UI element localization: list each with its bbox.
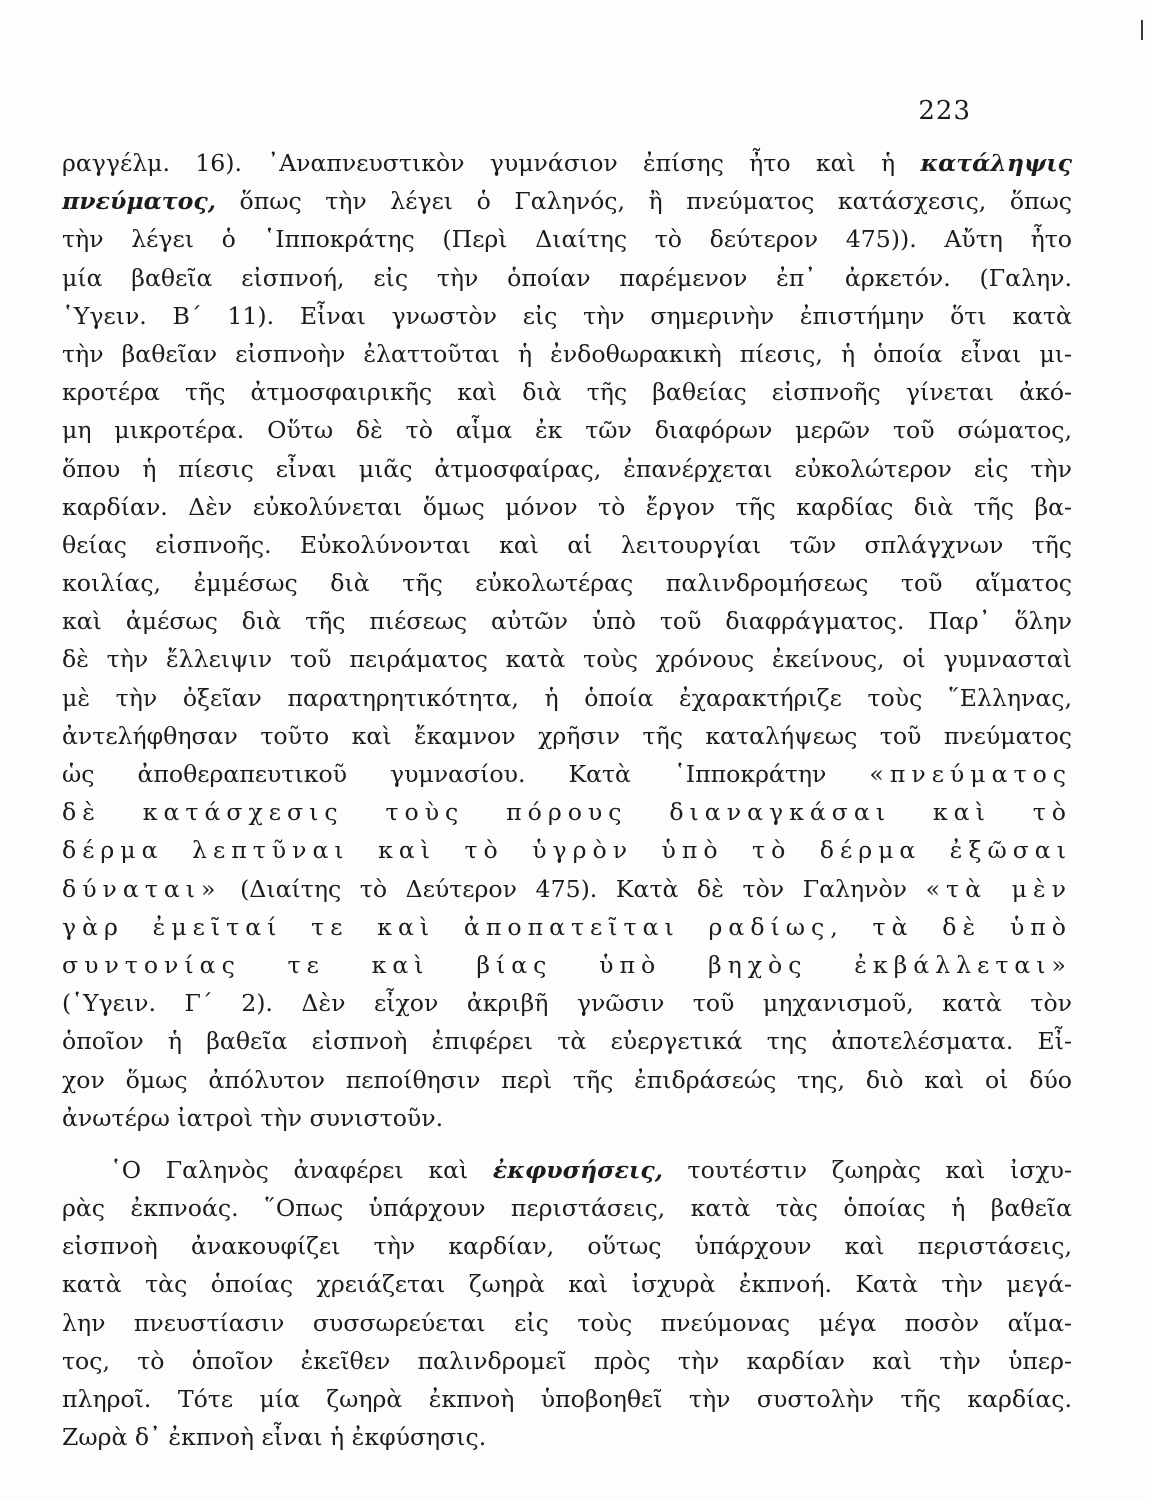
text-line: γὰρ ἐμεῖταί τε καὶ ἀποπατεῖται ραδίως, τὰ δὲ ὑπὸ [62, 912, 1072, 941]
text-line: δὲ τὴν ἔλλειψιν τοῦ πειράματος κατὰ τοὺς χρόνους ἐκείνους, οἱ γυμνασταὶ [62, 645, 1072, 674]
line-text: τουτέστιν ζωηρὰς καὶ ἰσχυ- [662, 1155, 1072, 1184]
text-line: κοιλίας, ἐμμέσως διὰ τῆς εὐκολωτέρας παλινδρομήσεως τοῦ αἵματος [62, 569, 1072, 598]
text-line: ῾Υγειν. Β΄ 11). Εἶναι γνωστὸν εἰς τὴν σημερινὴν ἐπιστήμην ὅτι κατὰ [62, 301, 1072, 330]
text-line: (῾Υγειν. Γ΄ 2). Δὲν εἶχον ἀκριβῆ γνῶσιν τοῦ μηχανισμοῦ, κατὰ τὸν [62, 989, 1072, 1018]
text-line: λην πνευστίασιν συσσωρεύεται εἰς τοὺς πνεύμονας μέγα ποσὸν αἵμα- [62, 1308, 1072, 1337]
text-line: δέρμα λεπτῦναι καὶ τὸ ὑγρὸν ὑπὸ τὸ δέρμα ἐξῶσαι [62, 836, 1072, 865]
text-line: δὲ κατάσχεσις τοὺς πόρους διαναγκάσαι καὶ τὸ [62, 798, 1072, 827]
emphasized-term: πνεύματος, [62, 187, 216, 216]
text-line [62, 144, 1072, 182]
text-line: μὲ τὴν ὀξεῖαν παρατηρητικότητα, ἡ ὁποία ἐχαρακτήριζε τοὺς ῞Ελληνας, [62, 683, 1072, 712]
text-line: μη μικροτέρα. Οὕτω δὲ τὸ αἷμα ἐκ τῶν διαφόρων μερῶν τοῦ σώματος, [62, 416, 1072, 445]
paragraph-gap [62, 1137, 1072, 1151]
line-text: ραγγέλμ. 16). ᾿Αναπνευστικὸν γυμνάσιον ἐπίσης ἦτο καὶ ἡ [62, 149, 921, 177]
text-line: εἰσπνοὴ ἀνακουφίζει τὴν καρδίαν, οὕτως ὑπάρχουν καὶ περιστάσεις, [62, 1232, 1072, 1261]
text-line: καρδίαν. Δὲν εὐκολύνεται ὅμως μόνον τὸ ἔργον τῆς καρδίας διὰ τῆς βα- [62, 492, 1072, 521]
text-line: μία βαθεῖα εἰσπνοή, εἰς τὴν ὁποίαν παρέμενον ἐπ᾿ ἀρκετόν. (Γαλην. [62, 263, 1072, 292]
text-line [62, 755, 1072, 793]
text-line: κατὰ τὰς ὁποίας χρειάζεται ζωηρὰ καὶ ἰσχυρὰ ἐκπνοή. Κατὰ τὴν μεγά- [62, 1270, 1072, 1299]
line-text: ὡς ἀποθεραπευτικοῦ γυμνασίου. Κατὰ ῾Ιπποκράτην [62, 760, 870, 788]
text-line: ἀνωτέρω ἰατροὶ τὴν συνιστοῦν. [62, 1103, 444, 1132]
text-line: κροτέρα τῆς ἀτμοσφαιρικῆς καὶ διὰ τῆς βαθείας εἰσπνοῆς γίνεται ἀκό- [62, 378, 1072, 407]
text-line: ἀντελήφθησαν τοῦτο καὶ ἔκαμνον χρῆσιν τῆς καταλήψεως τοῦ πνεύματος [62, 721, 1072, 750]
emphasized-term: κατάληψις [920, 149, 1072, 177]
paragraph-1 [62, 144, 1072, 1137]
text-line: θείας εἰσπνοῆς. Εὐκολύνονται καὶ αἱ λειτουργίαι τῶν σπλάγχνων τῆς [62, 530, 1072, 559]
body-text [62, 144, 1072, 1456]
emphasized-term: ἐκφυσήσεις, [492, 1155, 663, 1184]
text-line [62, 1151, 1072, 1189]
text-line: Ζωρὰ δ᾿ ἐκπνοὴ εἶναι ἡ ἐκφύσησις. [62, 1423, 487, 1452]
spaced-quote-text: «πνεύματος [869, 760, 1072, 788]
spaced-quote-text: δύναται» [62, 874, 222, 903]
text-line: ρὰς ἐκπνοάς. ῞Οπως ὑπάρχουν περιστάσεις, κατὰ τὰς ὁποίας ἡ βαθεῖα [62, 1194, 1072, 1223]
text-line: ὁποῖον ἡ βαθεῖα εἰσπνοὴ ἐπιφέρει τὰ εὐεργετικά της ἀποτελέσματα. Εἶ- [62, 1027, 1072, 1056]
paragraph-2 [62, 1151, 1072, 1457]
line-text: (Διαίτης τὸ Δεύτερον 475). Κατὰ δὲ τὸν Γαληνὸν [221, 874, 926, 903]
text-line: ὅπου ἡ πίεσις εἶναι μιᾶς ἀτμοσφαίρας, ἐπανέρχεται εὐκολώτερον εἰς τὴν [62, 454, 1072, 483]
text-line: τὴν βαθεῖαν εἰσπνοὴν ἐλαττοῦται ἡ ἐνδοθωρακικὴ πίεσις, ἡ ὁποία εἶναι μι- [62, 339, 1072, 368]
spaced-quote-text: «τὰ μὲν [925, 874, 1072, 903]
text-line: τὴν λέγει ὁ ῾Ιπποκράτης (Περὶ Διαίτης τὸ δεύτερον 475)). Αὔτη ἦτο [62, 225, 1072, 254]
line-text: ὅπως τὴν λέγει ὁ Γαληνός, ἢ πνεύματος κατάσχεσις, ὅπως [215, 187, 1072, 216]
page-number: 223 [918, 96, 971, 126]
text-line [62, 182, 1072, 220]
text-line [62, 870, 1072, 908]
text-line: χον ὅμως ἀπόλυτον πεποίθησιν περὶ τῆς ἐπιδράσεώς της, διὸ καὶ οἱ δύο [62, 1065, 1072, 1094]
scan-edge-mark [1141, 20, 1143, 40]
line-text: ῾Ο Γαληνὸς ἀναφέρει καὶ [110, 1155, 493, 1184]
text-line: τος, τὸ ὁποῖον ἐκεῖθεν παλινδρομεῖ πρὸς τὴν καρδίαν καὶ τὴν ὑπερ- [62, 1346, 1072, 1375]
text-line: συντονίας τε καὶ βίας ὑπὸ βηχὸς ἐκβάλλεται» [62, 950, 1072, 979]
text-line: πληροῖ. Τότε μία ζωηρὰ ἐκπνοὴ ὑποβοηθεῖ τὴν συστολὴν τῆς καρδίας. [62, 1385, 1072, 1413]
text-line: καὶ ἀμέσως διὰ τῆς πιέσεως αὐτῶν ὑπὸ τοῦ διαφράγματος. Παρ᾿ ὅλην [62, 607, 1072, 636]
